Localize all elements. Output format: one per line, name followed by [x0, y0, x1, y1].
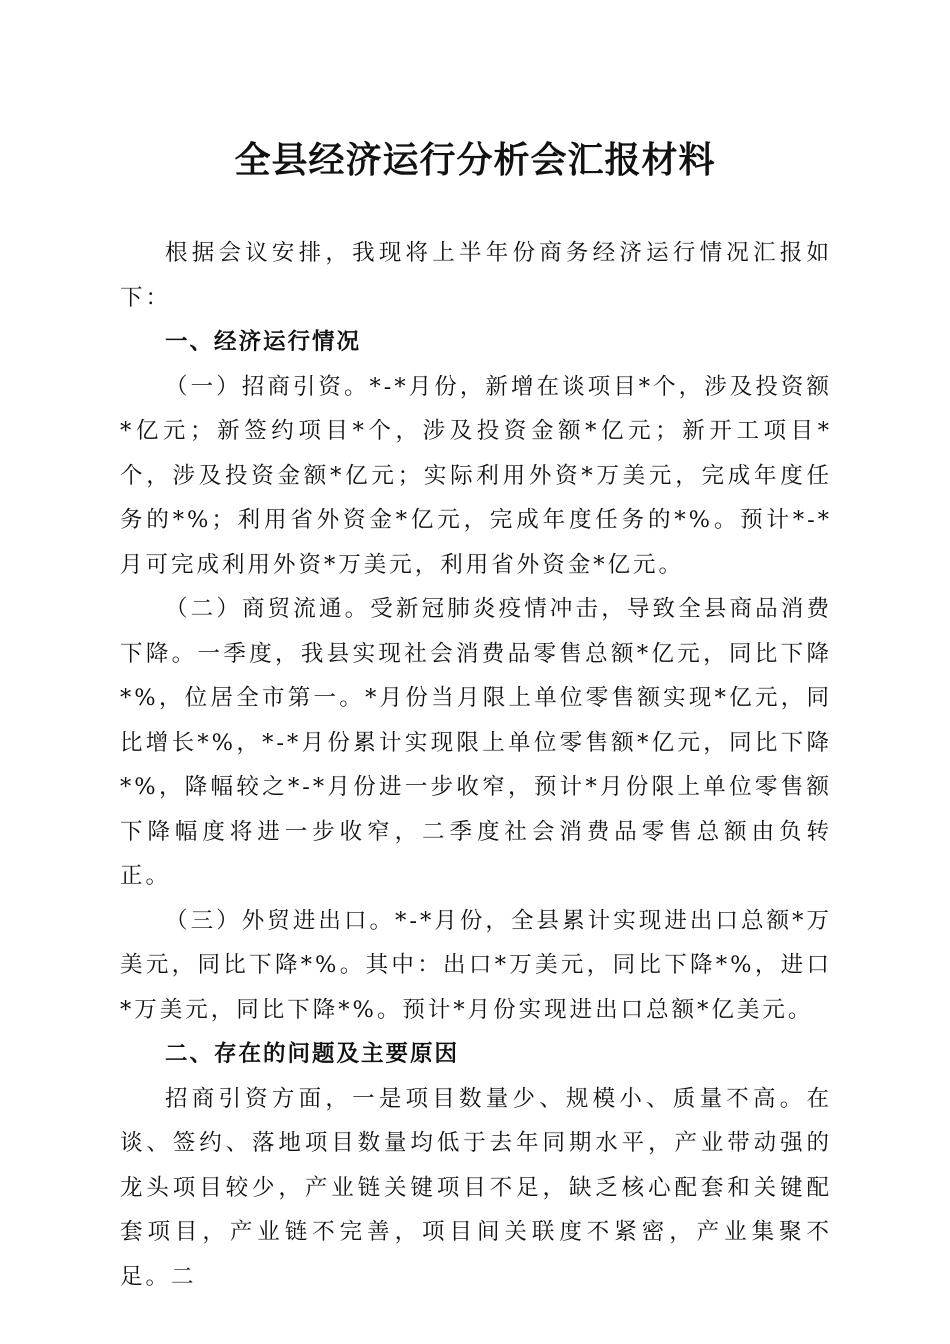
- section-heading-1: 一、经济运行情况: [165, 329, 362, 355]
- paragraph-foreign-trade: （三）外贸进出口。*-*月份，全县累计实现进出口总额*万美元，同比下降*%。其中：出口*万美元，同比下降*%，进口*万美元，同比下降*%。预计*月份实现进出口总额*亿美元。: [120, 907, 832, 1023]
- document-body: [120, 231, 832, 1299]
- paragraph-problems: 招商引资方面，一是项目数量少、规模小、质量不高。在谈、签约、落地项目数量均低于去年同期水平，产业带动强的龙头项目较少，产业链关键项目不足，缺乏核心配套和关键配套项目，产业链不完善，项目间关联度不紧密，产业集聚不足。二: [120, 1085, 832, 1290]
- document-title: 全县经济运行分析会汇报材料: [234, 139, 716, 181]
- intro-paragraph: 根据会议安排，我现将上半年份商务经济运行情况汇报如下：: [120, 240, 832, 311]
- paragraph-commerce: （二）商贸流通。受新冠肺炎疫情冲击，导致全县商品消费下降。一季度，我县实现社会消费品零售总额*亿元，同比下降*%，位居全市第一。*月份当月限上单位零售额实现*亿元，同比增长*%，*-*月份累计实现限上单位零售额*亿元，同比下降*%，降幅较之*-*月份进一步收窄，预计*月份限上单位零售额下降幅度将进一步收窄，二季度社会消费品零售总额由负转正。: [120, 596, 832, 889]
- section-heading-2: 二、存在的问题及主要原因: [165, 1041, 460, 1067]
- paragraph-investment: （一）招商引资。*-*月份，新增在谈项目*个，涉及投资额*亿元；新签约项目*个，涉及投资金额*亿元；新开工项目*个，涉及投资金额*亿元；实际利用外资*万美元，完成年度任务的*%；利用省外资金*亿元，完成年度任务的*%。预计*-*月可完成利用外资*万美元，利用省外资金*亿元。: [120, 373, 832, 578]
